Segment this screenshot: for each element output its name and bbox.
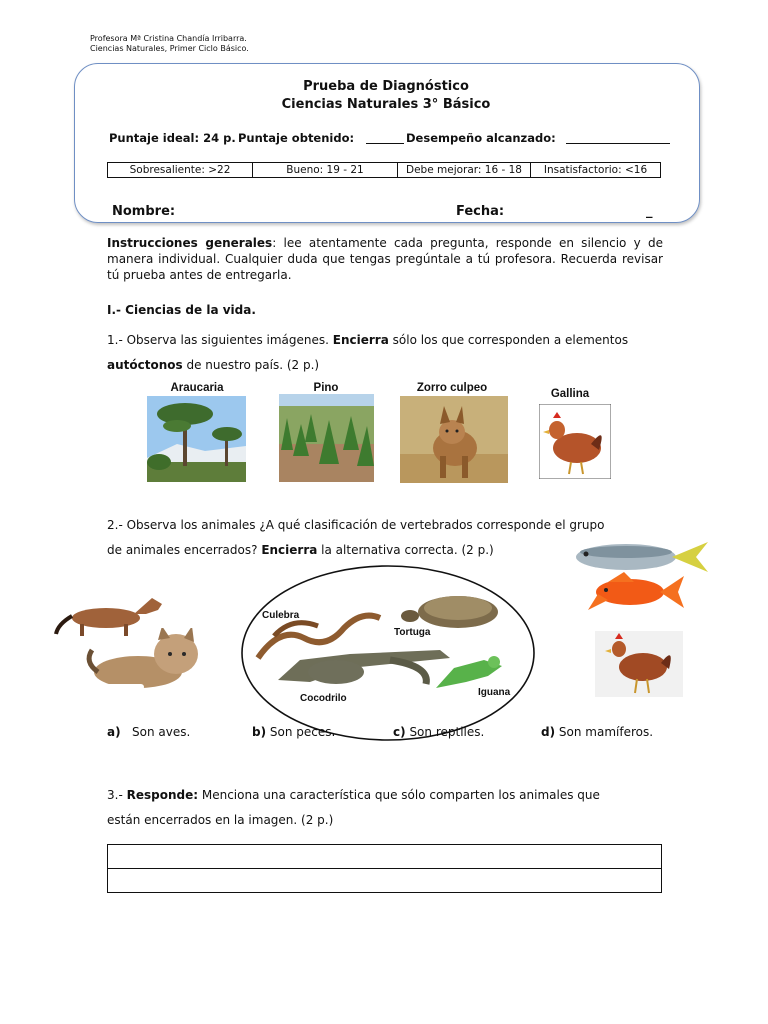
ideal-score: Puntaje ideal: 24 p. [109, 131, 236, 145]
cat-image [84, 628, 212, 698]
test-subtitle: Ciencias Naturales 3° Básico [281, 97, 491, 112]
section-title: I.- Ciencias de la vida. [107, 303, 256, 317]
fish-image [568, 538, 710, 614]
scale-excellent: Sobresaliente: >22 [108, 163, 253, 178]
q1-text-2: sólo los que corresponden a elementos [388, 333, 629, 347]
q3-text-2: Menciona una característica que sólo comparten los animales que [198, 788, 600, 802]
option-a-letter: a) [107, 725, 121, 739]
question-3 [107, 783, 663, 833]
q1-bold-2: autóctonos [107, 358, 183, 372]
option-b[interactable] [252, 725, 335, 739]
question-1 [107, 328, 667, 378]
q1-bold-1: Encierra [332, 333, 389, 347]
option-b-letter: b) [252, 725, 267, 739]
option-c[interactable] [393, 725, 484, 739]
teacher-line: Profesora Mª Cristina Chandía Irribarra. [90, 34, 247, 43]
instructions-label: Instrucciones generales [107, 236, 273, 250]
option-a-text: Son aves. [132, 725, 191, 739]
performance-blank[interactable] [566, 131, 670, 144]
q3-text-3: están encerrados en la imagen. (2 p.) [107, 813, 334, 827]
obtained-score-blank[interactable] [366, 131, 404, 144]
q2-bold-1: Encierra [261, 543, 318, 557]
option-a[interactable] [107, 725, 190, 739]
chicken-image [595, 631, 683, 697]
option-c-text: Son reptiles. [409, 725, 485, 739]
q3-bold-1: Responde: [126, 788, 199, 802]
scale-unsatisfactory: Insatisfactorio: <16 [531, 163, 661, 178]
label-gallina: Gallina [550, 388, 590, 400]
q2-text-3: la alternativa correcta. (2 p.) [317, 543, 494, 557]
label-araucaria: Araucaria [170, 382, 224, 394]
label-cocodrilo: Cocodrilo [300, 693, 347, 704]
gallina-photo[interactable] [539, 404, 611, 479]
option-d-letter: d) [541, 725, 556, 739]
answer-line-2[interactable] [107, 868, 662, 893]
q2-text-1: 2.- Observa los animales ¿A qué clasificación de vertebrados corresponde el grupo [107, 518, 605, 532]
option-d-text: Son mamíferos. [558, 725, 654, 739]
answer-line-1[interactable] [107, 844, 662, 869]
araucaria-photo[interactable] [147, 396, 246, 482]
name-label: Nombre: [112, 204, 176, 219]
option-d[interactable] [541, 725, 653, 739]
q3-text-1: 3.- [107, 788, 127, 802]
instructions-text: : lee atentamente cada pregunta, responde en silencio y de manera individual. Cualquier duda que tengas pregúntale a tú profesora. Recuerda revisar tú prueba antes de entregarla. [107, 236, 663, 282]
q2-text-2: de animales encerrados? [107, 543, 262, 557]
grading-scale-table [107, 162, 661, 178]
performance-label: Desempeño alcanzado: [406, 131, 556, 145]
option-b-text: Son peces. [269, 725, 336, 739]
obtained-score-label: Puntaje obtenido: [238, 131, 355, 145]
q1-text-3: de nuestro país. (2 p.) [182, 358, 320, 372]
zorro-culpeo-photo[interactable] [400, 396, 508, 483]
q1-text-1: 1.- Observa las siguientes imágenes. [107, 333, 333, 347]
date-blank: _ [646, 204, 653, 219]
date-label: Fecha: [456, 204, 505, 219]
scale-good: Bueno: 19 - 21 [253, 163, 398, 178]
label-tortuga: Tortuga [394, 627, 431, 638]
scale-improve: Debe mejorar: 16 - 18 [398, 163, 531, 178]
label-pino: Pino [313, 382, 339, 394]
course-line: Ciencias Naturales, Primer Ciclo Básico. [90, 44, 249, 53]
label-culebra: Culebra [262, 610, 300, 621]
pino-photo[interactable] [279, 394, 374, 482]
option-c-letter: c) [393, 725, 406, 739]
instructions [107, 235, 663, 283]
label-iguana: Iguana [478, 687, 511, 698]
reptile-circle [240, 564, 536, 742]
test-title: Prueba de Diagnóstico [303, 79, 469, 94]
label-zorro-culpeo: Zorro culpeo [416, 382, 488, 394]
